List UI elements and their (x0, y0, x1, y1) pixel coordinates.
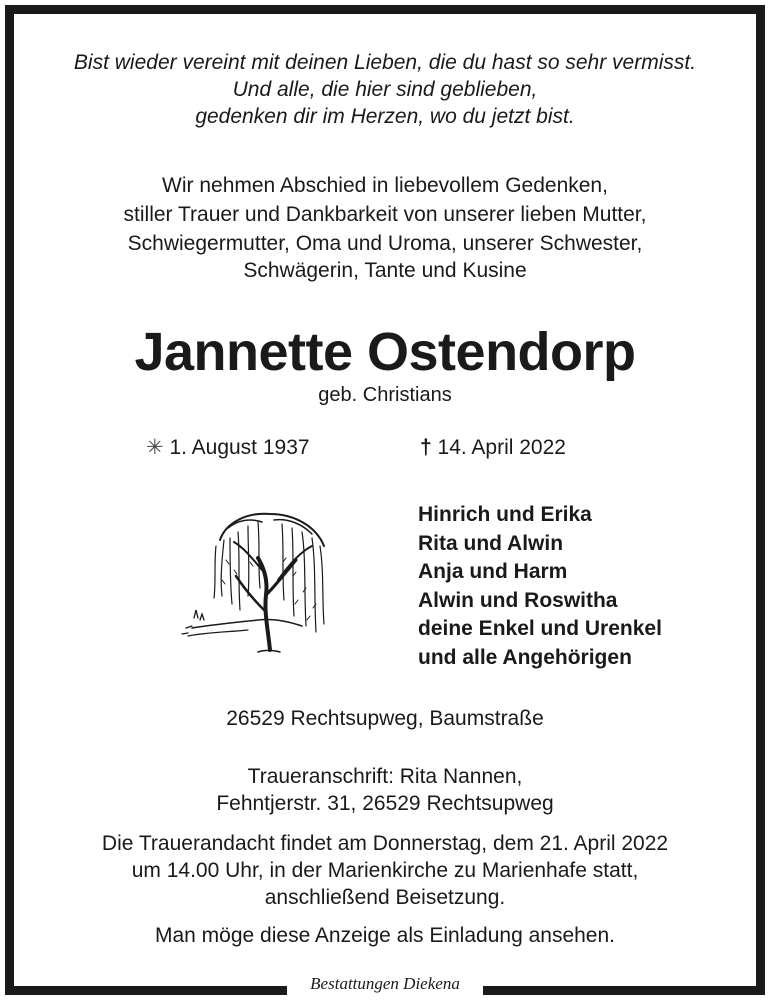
verse-line-3: gedenken dir im Herzen, wo du jetzt bist. (195, 105, 575, 128)
mourner-line: Anja und Harm (418, 560, 568, 583)
service-line-2: um 14.00 Uhr, in der Marienkirche zu Marienhafe statt, (131, 859, 639, 882)
invitation-text: Man möge diese Anzeige als Einladung ansehen. (155, 924, 615, 947)
maiden-name: geb. Christians (318, 384, 452, 406)
weeping-willow-icon (178, 500, 338, 660)
mourners-list (418, 501, 662, 672)
mourning-address-line-1: Traueranschrift: Rita Nannen, (247, 765, 523, 788)
mourner-line: Hinrich und Erika (418, 503, 592, 526)
mourning-address-line-2: Fehntjerstr. 31, 26529 Rechtsupweg (216, 792, 554, 815)
intro-line-3: Schwiegermutter, Oma und Uroma, unserer Schwester, (127, 232, 643, 255)
intro-line-2: stiller Trauer und Dankbarkeit von unserer lieben Mutter, (123, 203, 647, 226)
mourner-line: und alle Angehörigen (418, 645, 632, 669)
intro-line-4: Schwägerin, Tante und Kusine (243, 259, 527, 282)
service-line-3: anschließend Beisetzung. (264, 886, 506, 909)
birth-star-icon: ✳ (146, 436, 164, 459)
birth-date (146, 435, 310, 461)
funeral-home-credit: Bestattungen Diekena (287, 972, 483, 1000)
death-date (420, 435, 566, 461)
residence-address: 26529 Rechtsupweg, Baumstraße (226, 707, 544, 730)
deceased-name: Jannette Ostendorp (134, 322, 636, 382)
death-date-text: 14. April 2022 (437, 436, 566, 459)
service-line-1: Die Trauerandacht findet am Donnerstag, dem 21. April 2022 (101, 832, 669, 855)
mourner-line: Rita und Alwin (418, 531, 564, 555)
death-cross-icon: † (420, 436, 432, 459)
intro-line-1: Wir nehmen Abschied in liebevollem Gedenken, (162, 174, 608, 197)
mourner-line: deine Enkel und Urenkel (418, 617, 662, 640)
mourner-line: Alwin und Roswitha (418, 588, 618, 612)
verse-line-2: Und alle, die hier sind geblieben, (232, 78, 538, 101)
birth-date-text: 1. August 1937 (169, 436, 310, 459)
verse-line-1: Bist wieder vereint mit deinen Lieben, die du hast so sehr vermisst. (73, 51, 697, 74)
